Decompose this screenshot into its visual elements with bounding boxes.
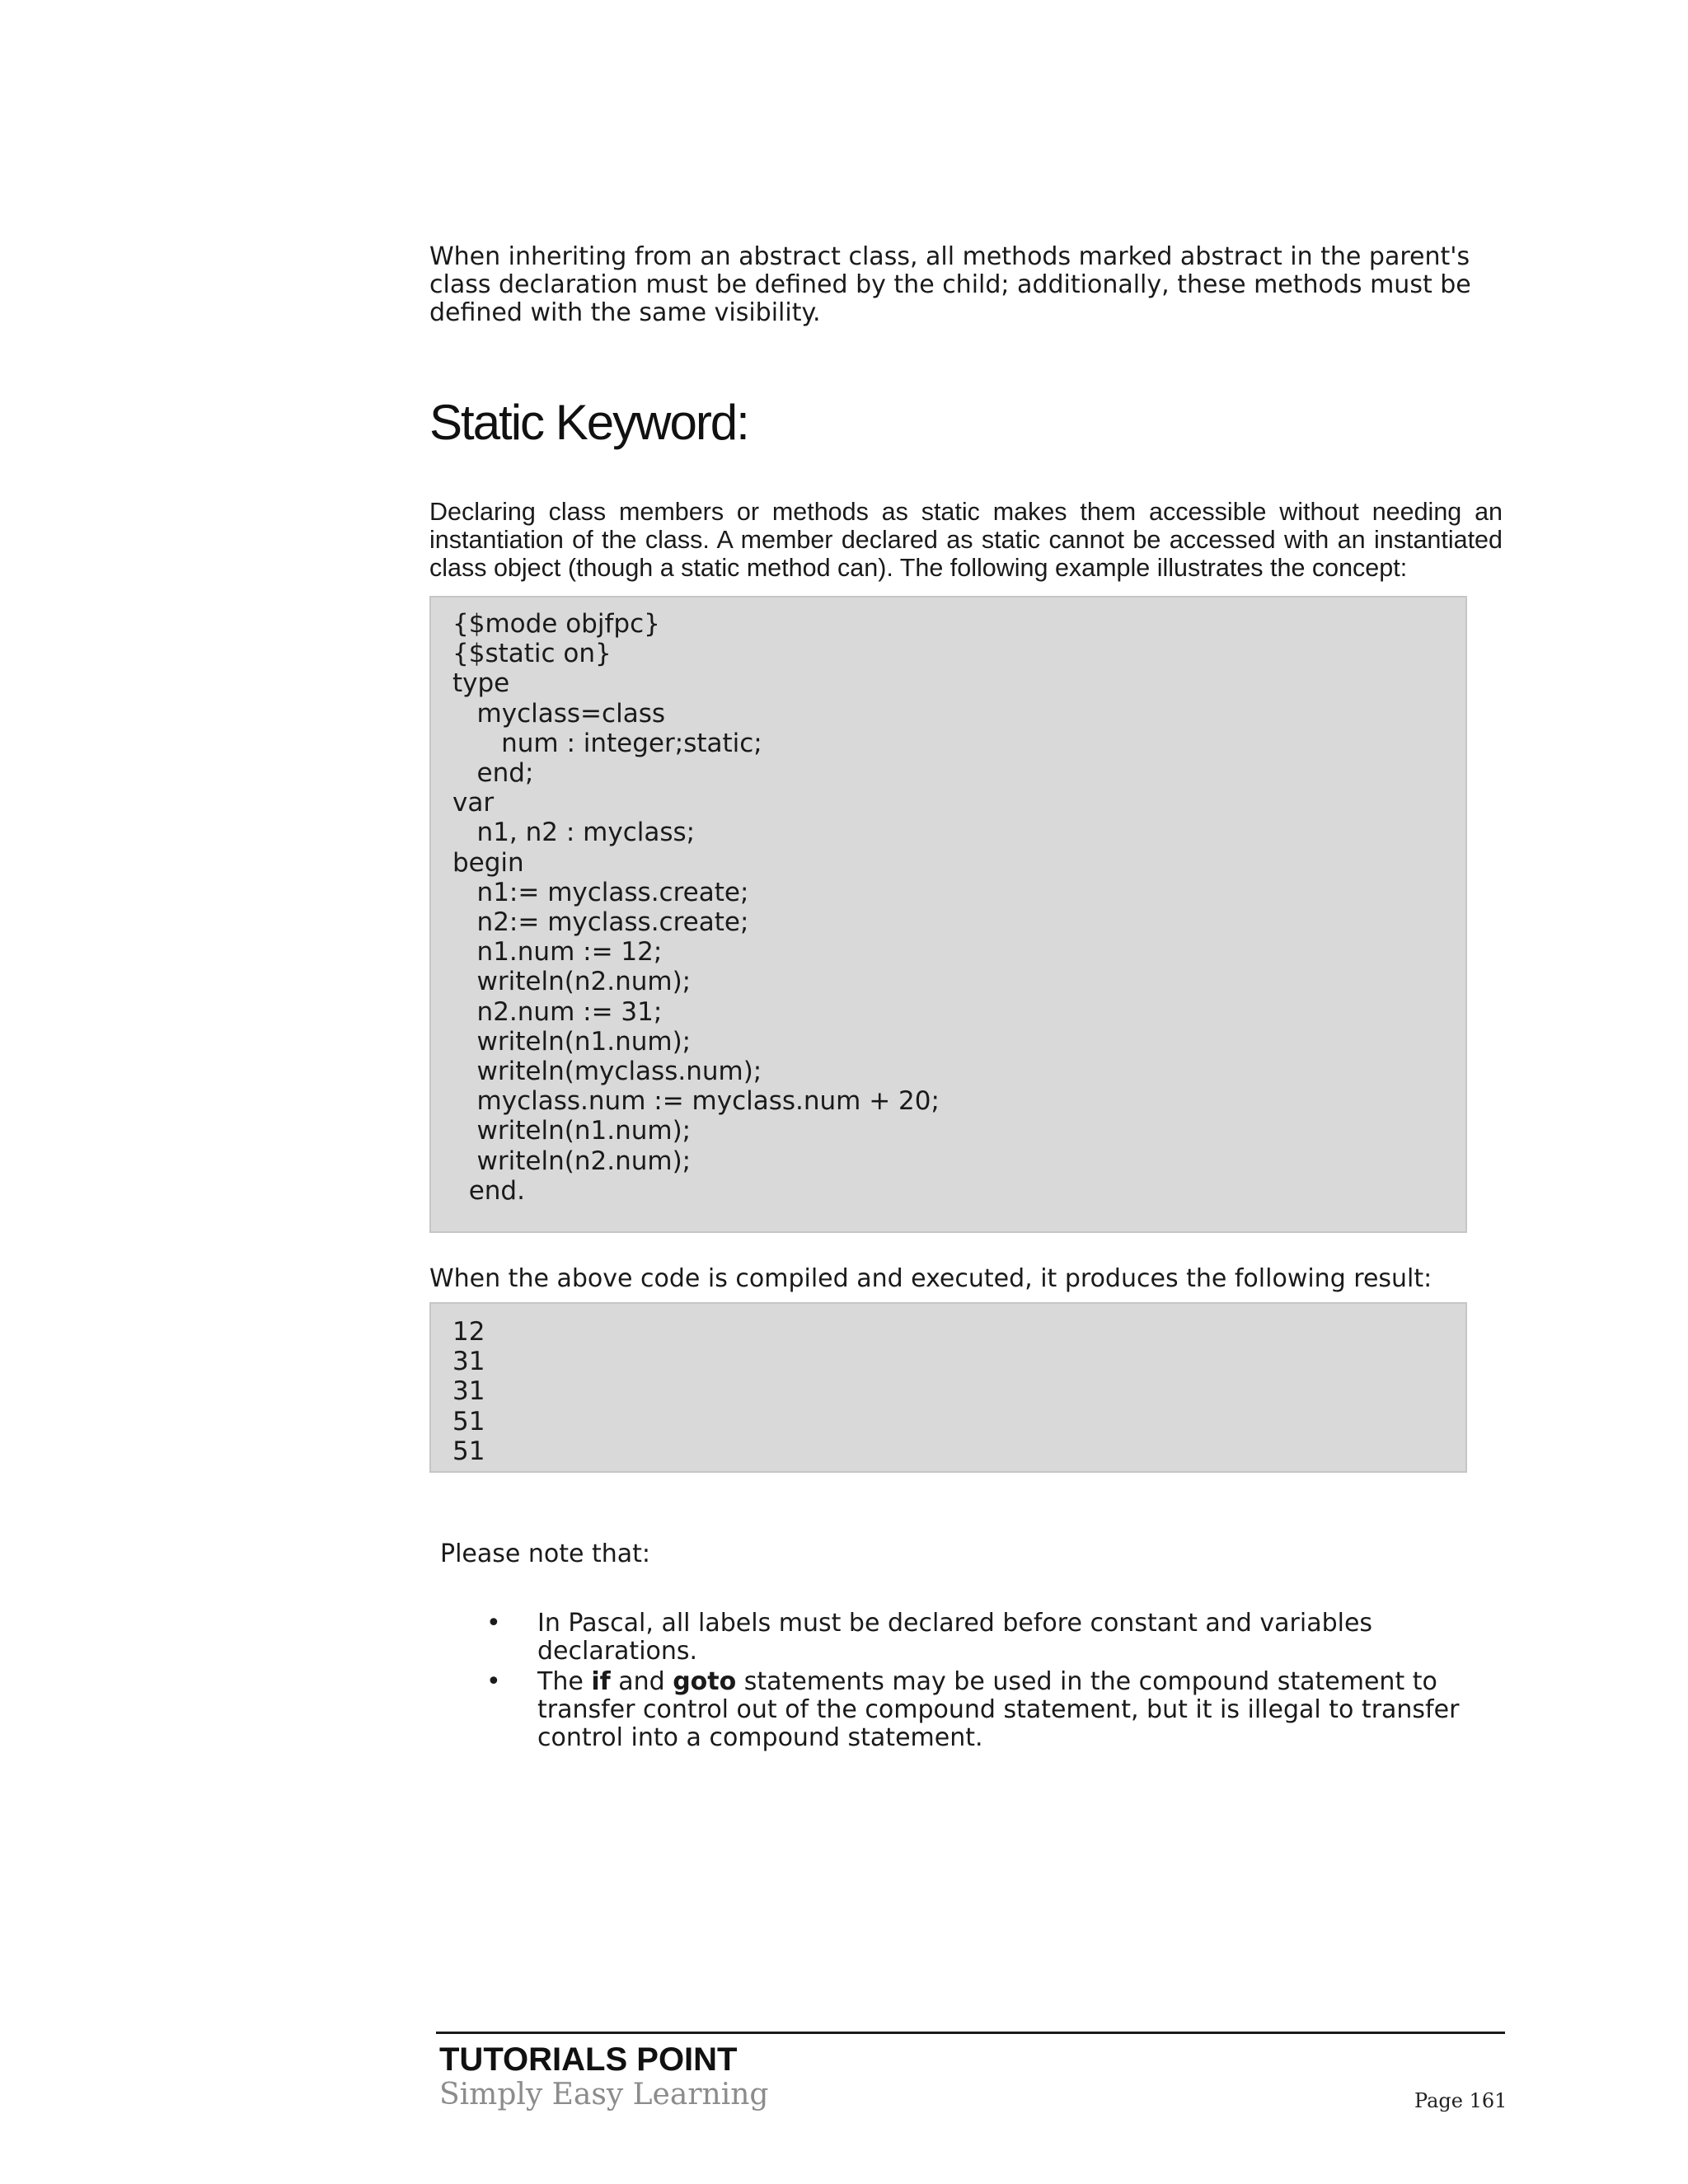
bullet-icon: •	[486, 1609, 501, 1638]
description-paragraph: Declaring class members or methods as static makes them accessible without needing an instantiation of the class. A member declared as static cannot be accessed with an instantiated class object (though a static method can). The following example illustrates the concept:	[429, 498, 1503, 582]
note-bullet-list	[486, 1610, 1492, 1755]
result-output-block	[429, 1302, 1467, 1473]
bullet-text-and: and	[610, 1667, 673, 1696]
result-output-text: 12 31 31 51 51	[452, 1317, 485, 1466]
page-number: Page 161	[1414, 2089, 1507, 2112]
section-heading: Static Keyword:	[429, 395, 748, 450]
list-item	[486, 1610, 1492, 1666]
footer-tagline: Simply Easy Learning	[439, 2078, 769, 2111]
bullet-text-rest: statements may be used in the compound statement to transfer control out of the compound statement, but it is illegal to transfer control into a compound statement.	[537, 1667, 1460, 1752]
result-intro-paragraph: When the above code is compiled and executed, it produces the following result:	[429, 1264, 1432, 1293]
bullet-icon: •	[486, 1667, 501, 1696]
intro-paragraph: When inheriting from an abstract class, all methods marked abstract in the parent's class declaration must be defined by the child; additionally, these methods must be defined with the same visibility.	[429, 242, 1471, 327]
bullet-text-prefix: The	[537, 1667, 592, 1696]
keyword-if: if	[591, 1667, 611, 1696]
footer-brand: TUTORIALS POINT	[439, 2041, 738, 2078]
list-item	[486, 1668, 1492, 1752]
code-example-block	[429, 596, 1467, 1233]
note-intro: Please note that:	[440, 1540, 651, 1568]
bullet-text: In Pascal, all labels must be declared before constant and variables declarations.	[537, 1609, 1373, 1666]
code-example-text: {$mode objfpc} {$static on} type myclass=class num : integer;static; end; var n1, n2 : myclass; begin n1:= myclass.create; n2:= myclass.create; n1.num := 12; writeln(n2.num); n2.num := 31; writeln(n1.num); writeln(myclass.num); myclass.num := myclass.num + 20; writeln(n1.num); writeln(n2.num); end.	[452, 609, 940, 1206]
keyword-goto: goto	[673, 1667, 737, 1696]
footer-divider	[436, 2032, 1505, 2034]
